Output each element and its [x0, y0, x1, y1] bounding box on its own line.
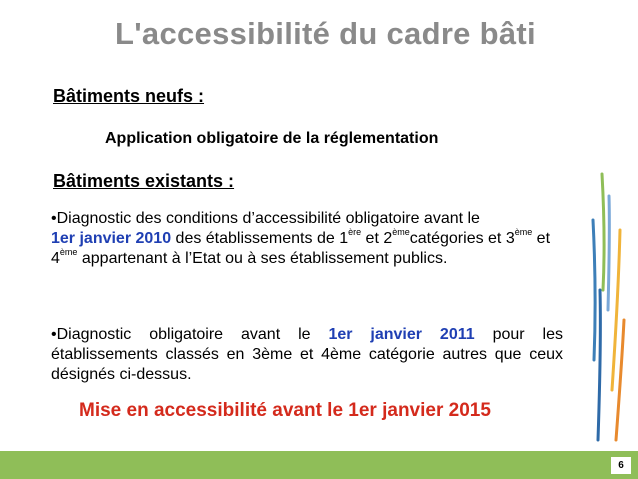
heading-existing-buildings: Bâtiments existants :	[53, 171, 235, 191]
conclusion-text: Mise en accessibilité avant le 1er janvier 2015	[79, 400, 491, 421]
paragraph-diagnostic-2011: •Diagnostic obligatoire avant le 1er janvier 2011 pour les établissements classés en 3ème et 4ème catégorie autres que ceux désignés ci-dessus.	[51, 326, 563, 383]
new-buildings-text: Application obligatoire de la réglementation	[105, 130, 439, 147]
page-number: 6	[611, 457, 631, 474]
footer-bar	[0, 451, 638, 479]
heading-new-buildings: Bâtiments neufs :	[53, 86, 205, 106]
date-2010: 1er janvier 2010	[51, 230, 172, 247]
decorative-stripes	[578, 170, 633, 450]
date-2011: 1er janvier 2011	[328, 326, 475, 343]
paragraph-diagnostic-2010: •Diagnostic des conditions d’accessibilité obligatoire avant le 1er janvier 2010 des établissements de 1ère et 2èmecatégories et 3ème et 4ème appartenant à l’Etat ou à ses établissement publics.	[51, 210, 551, 267]
slide-title: L'accessibilité du cadre bâti	[115, 16, 536, 51]
